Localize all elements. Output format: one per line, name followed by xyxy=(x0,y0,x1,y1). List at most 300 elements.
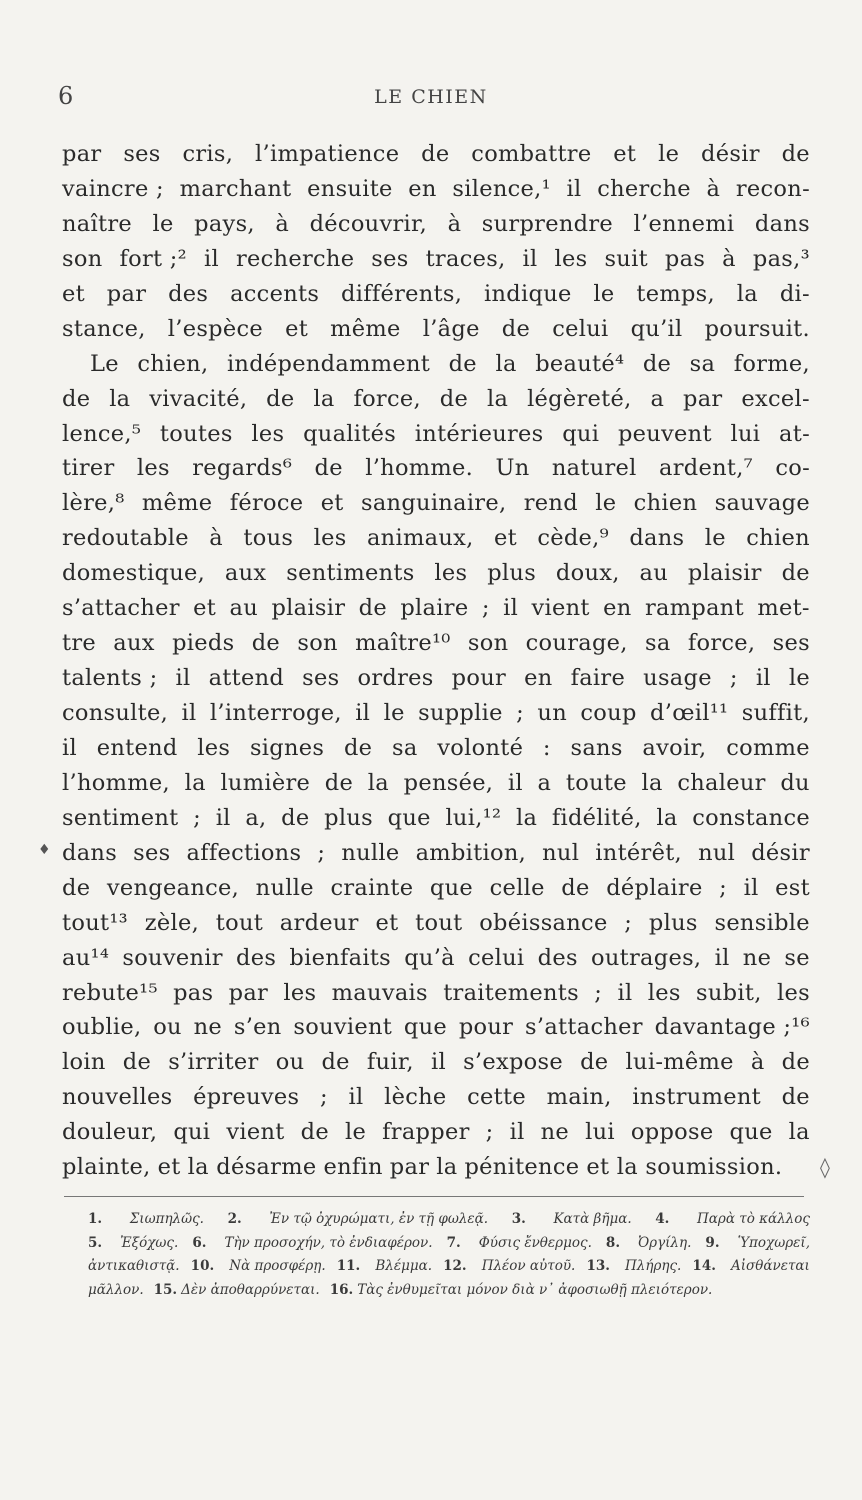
word: de xyxy=(62,874,91,901)
word: sentiments xyxy=(286,560,415,587)
word: les xyxy=(197,734,231,761)
word: ; xyxy=(624,909,633,936)
word: la xyxy=(313,385,335,412)
word: au xyxy=(229,595,259,622)
word: l’ennemi xyxy=(633,210,735,237)
word: supplie xyxy=(418,700,503,726)
footnote-number: 5. xyxy=(88,1234,103,1251)
word: souvenir xyxy=(122,944,223,971)
word: intérieures xyxy=(414,420,544,447)
word: toutes xyxy=(159,420,233,447)
word: et xyxy=(285,315,309,342)
text-line xyxy=(62,347,810,382)
word: maître¹⁰ xyxy=(355,630,451,657)
footnote-number: 14. xyxy=(692,1258,716,1274)
word: la xyxy=(641,769,663,796)
word: di- xyxy=(779,280,810,307)
word: il xyxy=(617,979,633,1006)
word: de xyxy=(122,1049,152,1076)
word: cette xyxy=(467,1084,526,1111)
word: traces, xyxy=(425,245,506,272)
word: l’interroge, xyxy=(209,700,342,726)
word: douleur, xyxy=(62,1119,158,1146)
word: de xyxy=(781,1049,810,1076)
word: stance, xyxy=(62,315,146,342)
word: ou xyxy=(153,1014,182,1041)
word: attend xyxy=(208,665,285,692)
word: excel- xyxy=(741,385,810,412)
text-line xyxy=(62,661,810,696)
word: un xyxy=(537,700,568,726)
word: pas xyxy=(664,245,706,272)
word: les xyxy=(434,560,468,587)
word: féroce xyxy=(229,490,304,517)
word: de xyxy=(358,595,387,622)
word: de xyxy=(281,804,310,831)
word: avoir, xyxy=(642,734,707,761)
text-line xyxy=(62,626,810,661)
text-line xyxy=(62,906,810,941)
word: il xyxy=(503,595,519,622)
word: son xyxy=(62,245,103,272)
word: à xyxy=(209,525,223,552)
word: qui xyxy=(562,420,600,447)
word: et la soumission. xyxy=(586,1154,783,1181)
text-line xyxy=(62,591,810,626)
word: il xyxy=(430,1049,446,1076)
word: il xyxy=(181,700,197,726)
word: il xyxy=(507,769,523,796)
word: nul xyxy=(698,839,736,866)
word: et xyxy=(193,595,217,622)
footnote-text: Ὑποχωρεῖ, xyxy=(737,1234,810,1251)
word: et xyxy=(62,280,85,307)
word: de xyxy=(781,141,810,167)
word: les xyxy=(554,245,588,272)
text-line xyxy=(62,941,810,976)
word: vient xyxy=(531,595,590,622)
word: ; xyxy=(719,874,728,901)
word: tirer xyxy=(62,455,115,482)
word: de xyxy=(300,1119,329,1146)
footnote-text: μᾶλλον. xyxy=(88,1281,144,1298)
word: pensée, xyxy=(403,769,494,796)
word: rebute¹⁵ xyxy=(62,979,158,1006)
footnote-number: 15. xyxy=(153,1281,178,1298)
footnote-number: 1. xyxy=(88,1211,103,1227)
word: la xyxy=(184,769,206,796)
word: pour xyxy=(458,1014,514,1041)
word: a xyxy=(650,385,665,412)
word: recherche xyxy=(235,245,355,272)
word: la xyxy=(367,769,389,796)
word: et xyxy=(320,490,344,517)
text-line xyxy=(62,172,810,207)
footnote-number: 4. xyxy=(655,1211,670,1227)
text-line xyxy=(62,451,810,486)
word: de xyxy=(251,630,281,657)
word: il xyxy=(62,734,77,761)
word: constance xyxy=(692,804,810,831)
footnote-number: 16. xyxy=(329,1281,354,1298)
word: vengeance, xyxy=(106,874,240,901)
word: épreuves xyxy=(193,1084,300,1111)
word: l’homme. xyxy=(365,455,474,482)
word: ; xyxy=(485,1119,494,1146)
word: sauvage xyxy=(714,490,810,517)
word: ne xyxy=(742,944,772,971)
word: et xyxy=(375,909,399,936)
footnote-text: Ὀργίλη. xyxy=(638,1234,692,1251)
word: il xyxy=(743,874,759,901)
word: il xyxy=(203,245,219,272)
word: main, xyxy=(546,1084,612,1111)
word: pour xyxy=(451,665,507,692)
word: dans xyxy=(754,210,810,237)
word: est xyxy=(775,874,810,901)
word: loin xyxy=(62,1049,106,1076)
footnote-text: Αἰσθάνεται xyxy=(731,1258,810,1274)
text-line xyxy=(62,417,810,452)
word: indique xyxy=(484,280,572,307)
word: met- xyxy=(757,595,810,622)
word: qualités xyxy=(303,420,397,447)
word: ses xyxy=(123,141,161,167)
word: de xyxy=(781,560,810,587)
word: par xyxy=(106,280,147,307)
corner-mark: ◊ xyxy=(820,1155,830,1179)
word: plus xyxy=(324,804,373,831)
word: plaisir xyxy=(271,595,346,622)
word: des xyxy=(537,944,578,971)
word: le xyxy=(152,210,174,237)
word: déplaire xyxy=(606,874,703,901)
footnote-text: Βλέμμα. xyxy=(375,1258,433,1274)
word: usage xyxy=(643,665,712,692)
running-title: LE CHIEN xyxy=(374,86,488,108)
word: pas xyxy=(173,979,214,1006)
word: fort ;² xyxy=(119,245,187,272)
word: fuir, xyxy=(366,1049,414,1076)
footnote-line xyxy=(88,1232,810,1256)
word: aux xyxy=(113,630,155,657)
word: découvrir, xyxy=(309,210,428,237)
text-line xyxy=(62,836,810,871)
footnote-number: 10. xyxy=(190,1258,215,1274)
word: celle xyxy=(489,874,545,901)
footnote-number: 7. xyxy=(446,1234,461,1251)
footnote-number: 9. xyxy=(705,1234,720,1251)
word: qu’il xyxy=(630,315,683,342)
word: redoutable xyxy=(62,525,189,552)
word: et xyxy=(493,525,517,552)
word: lui-même xyxy=(625,1049,734,1076)
word: à xyxy=(706,175,721,202)
word: lère,⁸ xyxy=(62,490,125,517)
word: la xyxy=(109,385,131,412)
word: fidélité, xyxy=(551,804,642,831)
word: la xyxy=(495,350,517,377)
word: les xyxy=(313,525,347,552)
word: ensuite xyxy=(307,175,393,202)
word: tout¹³ xyxy=(62,909,128,936)
word: s’expose xyxy=(463,1049,563,1076)
word: son xyxy=(297,630,338,657)
word: coup xyxy=(580,700,637,726)
footnote-number: 2. xyxy=(227,1211,242,1227)
word: plaire xyxy=(400,595,469,622)
word: la xyxy=(515,804,538,831)
word: l’âge xyxy=(422,315,480,342)
word: à xyxy=(275,210,290,237)
word: signes xyxy=(249,734,325,761)
footnote-text: Ἐν τῷ ὀχυρώματι, ἐν τῇ φωλεᾷ. xyxy=(269,1211,489,1227)
word: animaux, xyxy=(366,525,474,552)
word: nouvelles xyxy=(62,1084,173,1111)
word: de xyxy=(266,385,295,412)
word: il xyxy=(509,1119,525,1146)
word: a, xyxy=(245,804,267,831)
text-line xyxy=(62,1080,810,1115)
word: de xyxy=(448,350,477,377)
word: s’en xyxy=(233,1014,282,1041)
word: consulte, xyxy=(62,700,169,726)
word: beauté⁴ xyxy=(535,350,625,377)
word: dans xyxy=(629,525,685,552)
word: indépendamment xyxy=(226,350,431,377)
word: le xyxy=(788,665,810,692)
word: désir xyxy=(751,839,810,866)
word: ses xyxy=(772,630,810,657)
word: volonté xyxy=(437,734,524,761)
word: faire xyxy=(570,665,626,692)
word: comme xyxy=(726,734,810,761)
text-line xyxy=(62,207,810,242)
word: de xyxy=(321,1049,350,1076)
word: forme, xyxy=(733,350,810,377)
word: ou xyxy=(275,1049,305,1076)
text-line xyxy=(62,277,810,312)
word: sa xyxy=(689,350,716,377)
word: a xyxy=(537,769,552,796)
text-line xyxy=(62,766,810,801)
margin-mark: ♦ xyxy=(38,842,51,858)
word: oppose xyxy=(630,1119,714,1146)
word: de xyxy=(580,1049,609,1076)
word: plus xyxy=(648,909,698,936)
word: frapper xyxy=(382,1119,470,1146)
word: le xyxy=(658,141,680,167)
word: ; xyxy=(729,665,738,692)
word: chien xyxy=(633,490,698,517)
word: ; xyxy=(481,595,490,622)
word: ; xyxy=(320,1084,328,1111)
text-line xyxy=(62,486,810,521)
word: suit xyxy=(604,245,648,272)
word: instrument xyxy=(632,1084,761,1111)
word: que xyxy=(729,1119,773,1146)
word: ne xyxy=(193,1014,223,1041)
word: même xyxy=(141,490,213,517)
word: ses xyxy=(371,245,409,272)
text-line xyxy=(62,731,810,766)
word: que xyxy=(403,1014,448,1041)
footnotes xyxy=(88,1208,810,1302)
text-line xyxy=(62,382,810,417)
text-line xyxy=(62,1045,810,1080)
body-text xyxy=(62,137,810,1185)
text-line xyxy=(62,976,810,1011)
word: chaleur xyxy=(677,769,766,796)
word: de xyxy=(501,315,531,342)
word: de xyxy=(642,350,672,377)
footnote-text: Ἐξόχως. xyxy=(120,1234,179,1251)
footnote-number: 12. xyxy=(443,1258,467,1274)
word: d’œil¹¹ xyxy=(650,700,729,726)
word: les xyxy=(283,979,317,1006)
word: en xyxy=(524,665,553,692)
word: ; xyxy=(193,804,202,831)
footnote-number: 6. xyxy=(192,1234,207,1251)
word: l’impatience xyxy=(255,141,400,167)
word: subit, xyxy=(696,979,762,1006)
word: cris, xyxy=(182,141,234,167)
word: peuvent xyxy=(617,420,712,447)
word: souvient xyxy=(293,1014,393,1041)
word: il xyxy=(566,175,582,202)
word: des xyxy=(236,944,277,971)
word: ne xyxy=(540,1119,570,1146)
word: différents, xyxy=(341,280,463,307)
text-line xyxy=(62,312,810,347)
word: chien xyxy=(746,525,810,552)
word: de xyxy=(439,385,469,412)
footnote-text: Δὲν ἀποθαρρύνεται. xyxy=(181,1281,320,1298)
word: la xyxy=(656,804,678,831)
word: la désarme xyxy=(187,1154,317,1181)
footnote-line xyxy=(88,1255,810,1279)
text-line xyxy=(62,1115,810,1150)
word: ordres xyxy=(357,665,434,692)
word: zèle, xyxy=(144,909,200,936)
word: celui xyxy=(468,944,525,971)
word: lumière xyxy=(220,769,311,796)
footnote-line xyxy=(88,1279,810,1303)
word: crainte xyxy=(330,874,414,901)
text-line xyxy=(62,696,810,731)
word: accents xyxy=(230,280,320,307)
word: en xyxy=(603,595,632,622)
word: de xyxy=(343,734,373,761)
word: par xyxy=(62,141,102,167)
word: par xyxy=(389,1154,430,1181)
footnote-text: Τὰς ἐνθυμεῖται μόνον διὰ ν᾽ ἀφοσιωθῇ πλειότερον. xyxy=(357,1281,713,1298)
word: ses xyxy=(133,839,171,866)
footnote-text: Νὰ προσφέρῃ. xyxy=(229,1258,326,1274)
word: les xyxy=(647,979,681,1006)
word: même xyxy=(330,315,401,342)
text-line xyxy=(62,556,810,591)
word: dans xyxy=(62,839,118,866)
word: traitements xyxy=(443,979,579,1006)
word: le xyxy=(704,525,726,552)
word: ambition, xyxy=(415,839,527,866)
word: au xyxy=(639,560,669,587)
word: nulle xyxy=(341,839,400,866)
word: cède,⁹ xyxy=(537,525,609,552)
word: doux, xyxy=(555,560,620,587)
footnote-number: 3. xyxy=(511,1211,526,1227)
word: Le xyxy=(90,350,119,377)
word: que xyxy=(429,874,474,901)
word: sa xyxy=(391,734,418,761)
word: domestique, xyxy=(62,560,206,587)
footnote-line xyxy=(88,1208,810,1232)
word: ardent,⁷ xyxy=(659,455,753,482)
word: celui xyxy=(552,315,609,342)
word: s’attacher xyxy=(525,1014,643,1041)
word: les xyxy=(776,979,810,1006)
footnote-rule xyxy=(64,1196,804,1197)
word: la xyxy=(486,385,509,412)
word: ardeur xyxy=(279,909,359,936)
word: par xyxy=(228,979,269,1006)
word: vivacité, xyxy=(149,385,248,412)
word: le xyxy=(383,700,405,726)
page-number: 6 xyxy=(58,82,74,110)
word: et xyxy=(157,1154,181,1181)
word: co- xyxy=(775,455,810,482)
word: obéissance xyxy=(479,909,608,936)
word: il xyxy=(175,665,191,692)
word: il xyxy=(714,944,730,971)
word: il xyxy=(355,700,371,726)
word: sanguinaire, xyxy=(360,490,507,517)
word: suffit, xyxy=(741,700,810,726)
word: pays, xyxy=(194,210,255,237)
word: combattre xyxy=(471,141,592,167)
word: de xyxy=(421,141,450,167)
word: Un xyxy=(495,455,530,482)
word: qui xyxy=(173,1119,211,1146)
word: force, xyxy=(353,385,421,412)
word: sentiment xyxy=(62,804,179,831)
word: le xyxy=(595,490,617,517)
word: poursuit. xyxy=(704,315,810,342)
word: il xyxy=(522,245,538,272)
word: bienfaits xyxy=(289,944,392,971)
footnote-text: Τὴν προσοχήν, τὸ ἐνδιαφέρον. xyxy=(224,1234,433,1251)
word: se xyxy=(784,944,810,971)
word: pas,³ xyxy=(752,245,810,272)
word: plus xyxy=(487,560,537,587)
word: rend xyxy=(523,490,578,517)
word: l’homme, xyxy=(62,769,170,796)
word: recon- xyxy=(735,175,810,202)
word: chien, xyxy=(137,350,209,377)
word: silence,¹ xyxy=(452,175,551,202)
word: désir xyxy=(701,141,760,167)
footnote-number: 8. xyxy=(605,1234,621,1251)
word: surprendre xyxy=(481,210,614,237)
word: ; xyxy=(594,979,603,1006)
text-line xyxy=(62,1150,810,1185)
word: enfin xyxy=(323,1154,383,1181)
text-line xyxy=(62,137,810,172)
footnote-number: 11. xyxy=(336,1258,361,1274)
word: ses xyxy=(302,665,340,692)
word: toute xyxy=(565,769,627,796)
